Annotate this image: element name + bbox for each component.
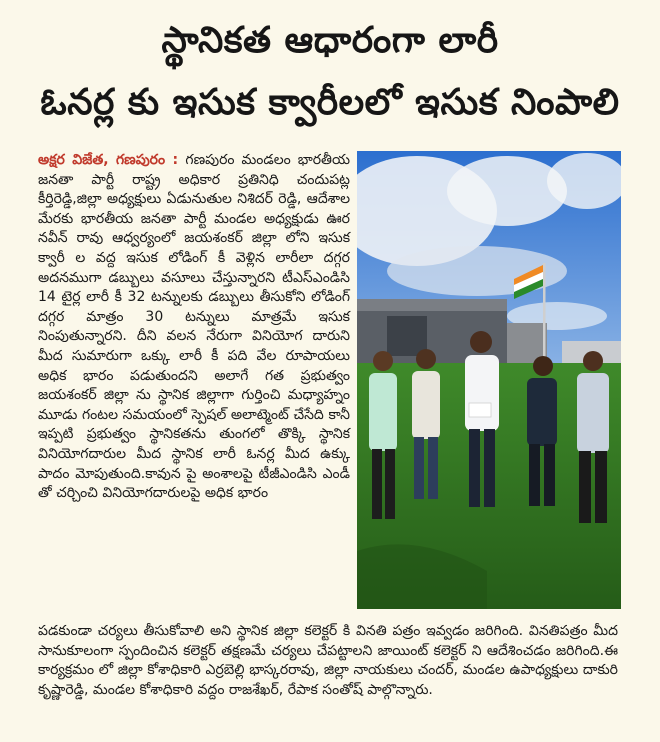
- article-column-text: గణపురం మండలం భారతీయ జనతా పార్టీ రాష్ట్ర అధికార ప్రతినిధి చందుపట్ల కీర్తిరెడ్డి,జిల్లా అధ్యక్షులు ఏడునుతుల నిశిదర్ రెడ్డి, ఆదేశాల మేరకు భారతీయ జనతా పార్టీ మండల అధ్యక్షుడు ఊర నవీన్ రావు ఆధ్వర్యంలో జయశంకర్ జిల్లా లోని ఇసుక క్వారీ ల వద్ద ఇసుక లోడింగ్ కీ వెళ్లిన లారీలా దగ్గర అదనముగా డబ్బులు వసూలు చేస్తున్నారని టీఎస్ఎండిసి 14 టైర్ల లారీ కీ 32 టన్నులకు డబ్బులు తీసుకోని లోడింగ్ దగ్గర మాత్రం 30 టన్నులు మాత్రమే ఇసుక నింపుతున్నారని. దీని వలన నేరుగా వినియోగ దారుని మీద సుమారుగా ఒక్కు లారీ కీ పది వేల రూపాయలు అధిక భారం పడుతుందని అలాగే గత ప్రభుత్వం జయశంకర్ జిల్లా ను స్థానిక జిల్లాగా గుర్తించి మధ్యాహ్నం మూడు గంటల సమయంలో స్పెషల్ అలాట్మెంట్ చేసేది కానీ ఇప్పటి ప్రభుత్వం స్థానికతను తుంగలో తొక్కి స్థానిక వినియోగదారుల మీద స్థానిక లారీ ఓనర్ల మీద ఉక్కు పాదం మోపుతుంది.కావున పై అంశాలపై టీజీఎండిసి ఎండీ తో చర్చించి వినియోగదారులపై అధిక భారం: [38, 152, 350, 502]
- article-continuation: పడకుండా చర్యలు తీసుకోవాలి అని స్థానిక జిల్లా కలెక్టర్ కి వినతి పత్రం ఇవ్వడం జరిగింది. వినతిపత్రం మీద సానుకూలంగా స్పందించిన కలెక్టర్ తక్షణమే చర్యలు చేపట్టాలని జాయింట్ కలెక్టర్ ని ఆదేశించడం జరిగింది.ఈ కార్యక్రమం లో జిల్లా కోశాధికారి ఎర్రబెల్లి భాస్కరరావు, జిల్లా నాయకులు చందర్, మండల ఉపాధ్యక్షులు దాకురి కృష్ణారెడ్డి, మండల కోశాధికారి వద్దం రాజశేఖర్, రేపాక సంతోష్ పాల్గొన్నారు.: [38, 623, 618, 698]
- cloud: [447, 156, 567, 226]
- photo-illustration: [357, 151, 621, 609]
- news-photo: [357, 151, 621, 609]
- headline-line-1: స్థానికత ఆధారంగా లారీ: [161, 20, 499, 61]
- headline-line-2: ఓనర్ల కు ఇసుక క్వారీలలో ఇసుక నింపాలి: [40, 82, 620, 123]
- article-column: [38, 151, 350, 504]
- article-dateline: అక్షర విజేత, గణపురం :: [38, 152, 186, 168]
